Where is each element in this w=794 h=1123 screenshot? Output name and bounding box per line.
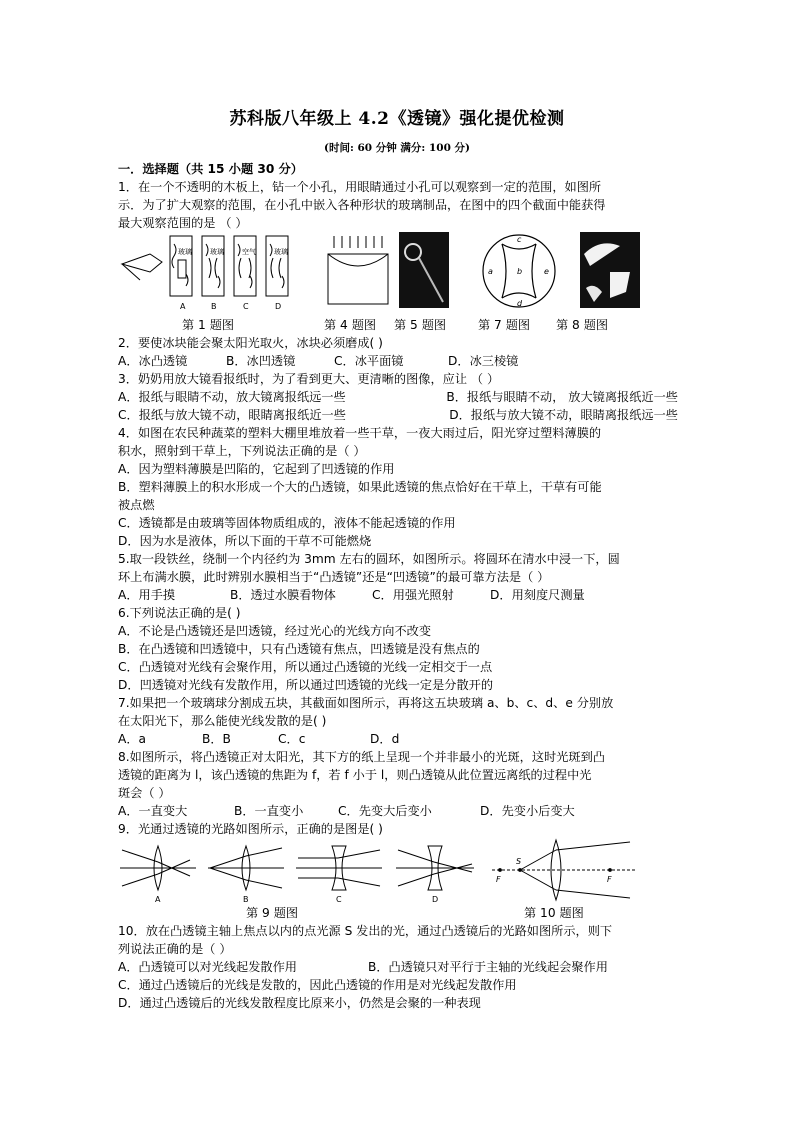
q3-option-d: D．报纸与放大镜不动，眼睛离报纸远一些: [449, 408, 678, 422]
q4-line: C．透镜都是由玻璃等固体物质组成的，液体不能起透镜的作用: [118, 516, 456, 530]
question-10: [118, 922, 678, 1012]
fig7-label-b: b: [517, 267, 523, 276]
caption-fig10: 第 10 题图: [524, 906, 584, 920]
glass-d: [271, 258, 281, 278]
question-5: [118, 550, 678, 604]
q5-line: 5.取一段铁丝，绕制一个内径约为 3mm 左右的圆环，如图所示。将圆环在清水中浸一下，圆: [118, 552, 620, 566]
figure-9c-concave-lens: [294, 842, 384, 904]
q1-line: 最大观察范围的是 （ ）: [118, 216, 248, 230]
figure-10-point-source: [490, 838, 638, 902]
q4-line: B．塑料薄膜上的积水形成一个大的凸透镜，如果此透镜的焦点恰好在干草上，干草有可能: [118, 480, 602, 494]
fig7-label-a: a: [488, 267, 493, 276]
q5-option-a: A．用手摸: [118, 588, 176, 602]
sunlight-arrows: [334, 236, 382, 248]
fig9-label-b: B: [243, 895, 249, 904]
question-3: [118, 370, 678, 424]
figure-8-lens-photo: [580, 232, 640, 308]
q10-options-row-1: [118, 958, 678, 976]
glass-a: [178, 260, 186, 278]
figure-row-1: [118, 232, 678, 316]
q2-option-d: D．冰三棱镜: [448, 354, 519, 368]
question-content: [118, 160, 678, 1012]
q3-option-b: B．报纸与眼睛不动， 放大镜离报纸近一些: [446, 390, 678, 404]
q10-option-a: A．凸透镜可以对光线起发散作用: [118, 960, 297, 974]
q8-option-c: C．先变大后变小: [338, 804, 432, 818]
q4-line: A．因为塑料薄膜是凹陷的，它起到了凹透镜的作用: [118, 462, 395, 476]
section-heading: 一．选择题（共 15 小题 30 分）: [118, 162, 303, 176]
q8-option-a: A．一直变大: [118, 804, 188, 818]
fig1-label-b: B: [211, 302, 217, 311]
figure-1-peephole-diagram: [120, 234, 310, 314]
figure-5-wire-loop: [399, 232, 449, 308]
figure-captions-row-2: [118, 904, 678, 922]
caption-fig9: 第 9 题图: [246, 906, 299, 920]
q1-line: 1．在一个不透明的木板上，钻一个小孔，用眼睛通过小孔可以观察到一定的范围，如图所: [118, 180, 602, 194]
figure-9b-convex-lens: [206, 842, 286, 904]
q6-line: 6.下列说法正确的是( ): [118, 606, 241, 620]
question-2: [118, 334, 678, 370]
q7-option-b: B．B: [202, 732, 231, 746]
q7-line: 在太阳光下，那么能使光线发散的是( ): [118, 714, 327, 728]
q7-option-d: D．d: [370, 732, 400, 746]
q5-line: 环上布满水膜，此时辨别水膜相当于“凸透镜”还是“凹透镜”的最可靠方法是（ ）: [118, 570, 550, 584]
fig7-label-e: e: [544, 267, 549, 276]
board-d: [266, 236, 288, 296]
glass-label-b: 玻璃: [210, 248, 224, 256]
fig10-label-f-left: F: [496, 875, 501, 884]
q2-option-a: A．冰凸透镜: [118, 354, 188, 368]
q4-line: 被点燃: [118, 498, 155, 512]
q3-options-row-1: [118, 388, 678, 406]
q8-line: 透镜的距离为 l，该凸透镜的焦距为 f，若 f 小于 l，则凸透镜从此位置远离纸的过程中光: [118, 768, 592, 782]
figure-row-2: [118, 838, 678, 904]
q7-options: [118, 730, 678, 748]
fig1-label-c: C: [243, 302, 249, 311]
q7-option-a: A．a: [118, 732, 146, 746]
q8-line: 8.如图所示，将凸透镜正对太阳光，其下方的纸上呈现一个并非最小的光斑，这时光斑到凸: [118, 750, 605, 764]
page-subtitle: (时间: 60 分钟 满分: 100 分): [324, 142, 470, 154]
q6-line: C．凸透镜对光线有会聚作用，所以通过凸透镜的光线一定相交于一点: [118, 660, 493, 674]
q10-option-b: B．凸透镜只对平行于主轴的光线起会聚作用: [368, 960, 608, 974]
q3-option-a: A．报纸与眼睛不动，放大镜离报纸远一些: [118, 390, 346, 404]
figure-4-greenhouse: [326, 234, 390, 306]
figure-9d-concave-lens: [394, 842, 476, 904]
q7-line: 7.如果把一个玻璃球分割成五块，其截面如图所示，再将这五块玻璃 a、b、c、d、e 分别放: [118, 696, 614, 710]
fig9-label-a: A: [155, 895, 161, 904]
fig9-label-c: C: [336, 895, 342, 904]
sagging-film: [328, 254, 388, 266]
q1-line: 示．为了扩大观察的范围，在小孔中嵌入各种形状的玻璃制品，在图中的四个截面中能获得: [118, 198, 606, 212]
q3-stem: 3．奶奶用放大镜看报纸时，为了看到更大、更清晰的图像，应让 （ ）: [118, 372, 500, 386]
figure-7-glass-sphere: [480, 232, 558, 310]
caption-fig1: 第 1 题图: [182, 318, 235, 332]
caption-fig8: 第 8 题图: [556, 318, 609, 332]
q3-options-row-2: [118, 406, 678, 424]
q8-line: 斑会（ ）: [118, 786, 171, 800]
q2-options: [118, 352, 678, 370]
q10-option-c: C．通过凸透镜后的光线是发散的，因此凸透镜的作用是对光线起发散作用: [118, 978, 517, 992]
question-7: [118, 694, 678, 748]
q10-option-d: D．通过凸透镜后的光线发散程度比原来小，仍然是会聚的一种表现: [118, 996, 481, 1010]
q6-line: B．在凸透镜和凹透镜中，只有凸透镜有焦点，凹透镜是没有焦点的: [118, 642, 480, 656]
glass-label-a: 玻璃: [178, 248, 192, 256]
q5-options: [118, 586, 678, 604]
q2-option-b: B．冰凹透镜: [226, 354, 296, 368]
q2-stem: 2．要使冰块能会聚太阳光取火，冰块必须磨成( ): [118, 336, 383, 350]
q8-options: [118, 802, 678, 820]
fig7-label-d: d: [517, 299, 523, 308]
question-8: [118, 748, 678, 820]
caption-fig4: 第 4 题图: [324, 318, 377, 332]
fig10-label-f-right: F: [607, 875, 612, 884]
fig7-label-c: c: [517, 235, 522, 244]
board-c: [234, 236, 256, 296]
figure-9a-convex-lens: [118, 842, 198, 904]
fig1-label-a: A: [180, 302, 186, 311]
q4-line: D．因为水是液体，所以下面的干草不可能燃烧: [118, 534, 372, 548]
q5-option-c: C．用强光照射: [372, 588, 454, 602]
glass-b: [209, 258, 217, 278]
air-label-c: 空气: [242, 248, 256, 256]
caption-fig7: 第 7 题图: [478, 318, 531, 332]
figure-captions-row-1: [118, 316, 678, 334]
question-1: [118, 178, 678, 232]
q5-option-d: D．用刻度尺测量: [490, 588, 585, 602]
fig9-label-d: D: [432, 895, 439, 904]
q3-option-c: C．报纸与放大镜不动，眼睛离报纸近一些: [118, 408, 346, 422]
q4-line: 4．如图在农民种蔬菜的塑料大棚里堆放着一些干草，一夜大雨过后，阳光穿过塑料薄膜的: [118, 426, 602, 440]
board-b: [202, 236, 224, 296]
glass-label-d: 玻璃: [274, 248, 288, 256]
caption-fig5: 第 5 题图: [394, 318, 447, 332]
q10-line: 列说法正确的是（ ）: [118, 942, 232, 956]
q8-option-b: B．一直变小: [234, 804, 304, 818]
page-title: 苏科版八年级上 4.2《透镜》强化提优检测: [229, 109, 565, 129]
question-6: [118, 604, 678, 694]
fig10-label-s: S: [516, 857, 522, 866]
q5-option-b: B．透过水膜看物体: [230, 588, 336, 602]
fig1-label-d: D: [275, 302, 282, 311]
q8-option-d: D．先变小后变大: [480, 804, 575, 818]
q9-stem: 9．光通过透镜的光路如图所示，正确的是图是( ): [118, 822, 383, 836]
q4-line: 积水，照射到干草上，下列说法正确的是（ ）: [118, 444, 366, 458]
q7-option-c: C．c: [278, 732, 306, 746]
q6-line: D．凹透镜对光线有发散作用，所以通过凹透镜的光线一定是分散开的: [118, 678, 494, 692]
q6-line: A．不论是凸透镜还是凹透镜，经过光心的光线方向不改变: [118, 624, 432, 638]
air-gap-c: [239, 258, 251, 278]
q10-line: 10．放在凸透镜主轴上焦点以内的点光源 S 发出的光，通过凸透镜后的光路如图所示，则下: [118, 924, 613, 938]
question-4: [118, 424, 678, 550]
q2-option-c: C．冰平面镜: [334, 354, 404, 368]
